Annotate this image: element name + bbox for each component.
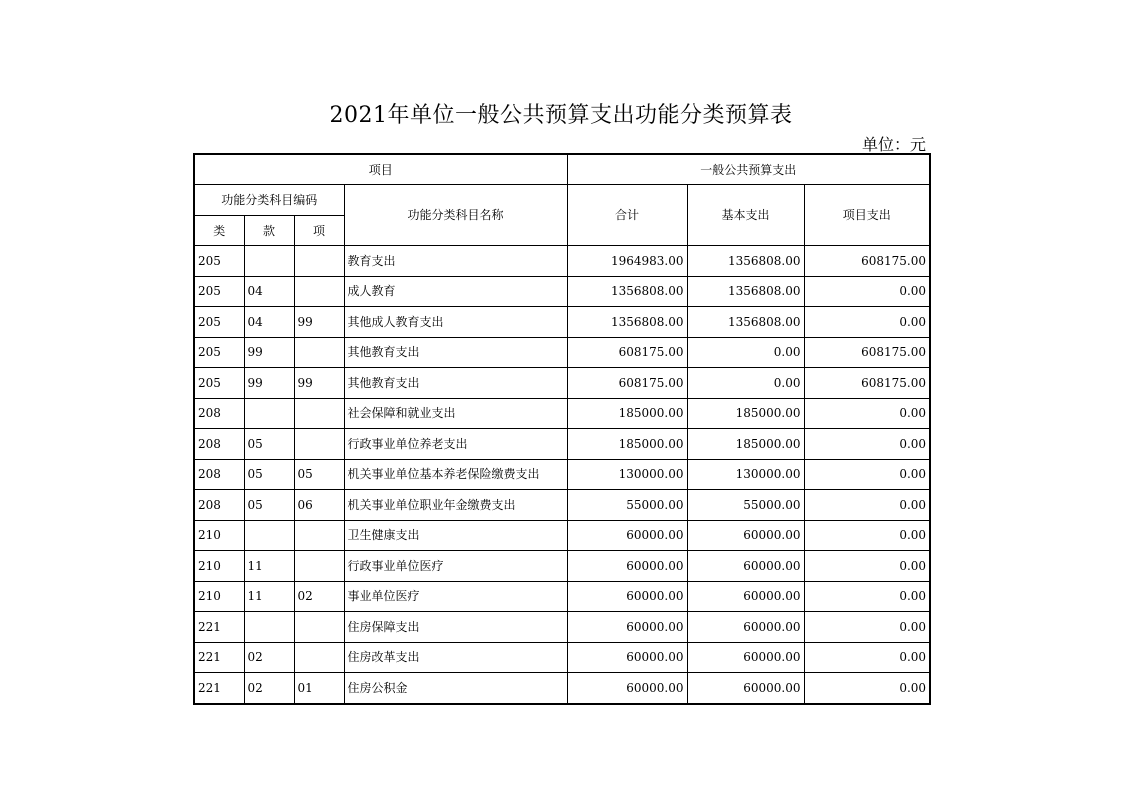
cell-project: 608175.00 (804, 337, 930, 368)
cell-name: 其他教育支出 (344, 337, 567, 368)
cell-xiang (294, 612, 344, 643)
cell-lei: 205 (194, 276, 244, 307)
cell-basic: 60000.00 (687, 581, 804, 612)
cell-xiang (294, 398, 344, 429)
cell-project: 0.00 (804, 429, 930, 460)
cell-kuan (244, 612, 294, 643)
cell-basic: 1356808.00 (687, 307, 804, 338)
cell-total: 60000.00 (567, 581, 687, 612)
cell-basic: 55000.00 (687, 490, 804, 521)
cell-basic: 60000.00 (687, 551, 804, 582)
cell-name: 机关事业单位基本养老保险缴费支出 (344, 459, 567, 490)
cell-project: 0.00 (804, 307, 930, 338)
cell-basic: 0.00 (687, 368, 804, 399)
cell-kuan: 02 (244, 642, 294, 673)
cell-lei: 208 (194, 490, 244, 521)
page-title: 2021年单位一般公共预算支出功能分类预算表 (329, 103, 793, 128)
cell-project: 0.00 (804, 398, 930, 429)
cell-total: 60000.00 (567, 612, 687, 643)
cell-project: 0.00 (804, 581, 930, 612)
cell-lei: 221 (194, 642, 244, 673)
cell-xiang (294, 337, 344, 368)
cell-lei: 210 (194, 520, 244, 551)
table-row (194, 490, 930, 521)
cell-name: 卫生健康支出 (344, 520, 567, 551)
cell-kuan (244, 246, 294, 277)
cell-total: 55000.00 (567, 490, 687, 521)
cell-lei: 221 (194, 673, 244, 704)
cell-xiang (294, 642, 344, 673)
cell-kuan: 04 (244, 276, 294, 307)
table-row (194, 307, 930, 338)
cell-xiang: 05 (294, 459, 344, 490)
table-row (194, 642, 930, 673)
cell-total: 60000.00 (567, 673, 687, 704)
cell-lei: 205 (194, 368, 244, 399)
table-body (194, 246, 930, 704)
table-row (194, 368, 930, 399)
cell-project: 0.00 (804, 490, 930, 521)
table-row (194, 429, 930, 460)
header-code-group: 功能分类科目编码 (194, 185, 344, 216)
header-row-2 (194, 185, 930, 216)
cell-project: 0.00 (804, 642, 930, 673)
table-row (194, 673, 930, 704)
cell-kuan: 11 (244, 551, 294, 582)
cell-basic: 60000.00 (687, 642, 804, 673)
cell-lei: 208 (194, 459, 244, 490)
cell-total: 60000.00 (567, 520, 687, 551)
budget-table (193, 153, 931, 705)
cell-name: 成人教育 (344, 276, 567, 307)
cell-kuan (244, 398, 294, 429)
cell-name: 住房保障支出 (344, 612, 567, 643)
cell-total: 1964983.00 (567, 246, 687, 277)
cell-lei: 205 (194, 246, 244, 277)
cell-xiang (294, 276, 344, 307)
table-row (194, 276, 930, 307)
cell-xiang (294, 246, 344, 277)
cell-kuan: 99 (244, 337, 294, 368)
cell-xiang (294, 520, 344, 551)
cell-total: 608175.00 (567, 337, 687, 368)
cell-total: 130000.00 (567, 459, 687, 490)
cell-kuan: 04 (244, 307, 294, 338)
cell-xiang: 02 (294, 581, 344, 612)
cell-name: 住房公积金 (344, 673, 567, 704)
cell-basic: 1356808.00 (687, 276, 804, 307)
cell-name: 其他教育支出 (344, 368, 567, 399)
cell-total: 1356808.00 (567, 307, 687, 338)
header-project: 项目 (194, 154, 567, 185)
header-expenditure: 一般公共预算支出 (567, 154, 930, 185)
cell-name: 社会保障和就业支出 (344, 398, 567, 429)
cell-basic: 60000.00 (687, 520, 804, 551)
cell-project: 0.00 (804, 612, 930, 643)
cell-total: 185000.00 (567, 398, 687, 429)
cell-project: 608175.00 (804, 246, 930, 277)
cell-project: 0.00 (804, 551, 930, 582)
cell-basic: 60000.00 (687, 673, 804, 704)
cell-total: 60000.00 (567, 551, 687, 582)
cell-project: 0.00 (804, 520, 930, 551)
header-row-1 (194, 154, 930, 185)
cell-kuan: 11 (244, 581, 294, 612)
cell-xiang (294, 429, 344, 460)
unit-label: 单位：元 (861, 135, 926, 154)
header-project-expenditure: 项目支出 (804, 185, 930, 246)
cell-kuan: 05 (244, 429, 294, 460)
cell-total: 1356808.00 (567, 276, 687, 307)
cell-basic: 0.00 (687, 337, 804, 368)
table-row (194, 581, 930, 612)
cell-xiang: 06 (294, 490, 344, 521)
header-name: 功能分类科目名称 (344, 185, 567, 246)
header-kuan: 款 (244, 216, 294, 246)
cell-kuan: 99 (244, 368, 294, 399)
cell-lei: 208 (194, 398, 244, 429)
cell-lei: 205 (194, 337, 244, 368)
cell-basic: 185000.00 (687, 429, 804, 460)
cell-basic: 130000.00 (687, 459, 804, 490)
cell-name: 其他成人教育支出 (344, 307, 567, 338)
cell-name: 事业单位医疗 (344, 581, 567, 612)
cell-name: 住房改革支出 (344, 642, 567, 673)
table-row (194, 398, 930, 429)
cell-kuan (244, 520, 294, 551)
cell-project: 608175.00 (804, 368, 930, 399)
cell-name: 行政事业单位医疗 (344, 551, 567, 582)
table-row (194, 520, 930, 551)
cell-total: 185000.00 (567, 429, 687, 460)
cell-basic: 185000.00 (687, 398, 804, 429)
cell-xiang (294, 551, 344, 582)
cell-kuan: 05 (244, 490, 294, 521)
cell-xiang: 01 (294, 673, 344, 704)
cell-xiang: 99 (294, 307, 344, 338)
table-row (194, 612, 930, 643)
cell-lei: 205 (194, 307, 244, 338)
cell-lei: 221 (194, 612, 244, 643)
table-row (194, 551, 930, 582)
cell-project: 0.00 (804, 276, 930, 307)
cell-project: 0.00 (804, 673, 930, 704)
cell-kuan: 05 (244, 459, 294, 490)
table-row (194, 246, 930, 277)
cell-name: 行政事业单位养老支出 (344, 429, 567, 460)
cell-total: 60000.00 (567, 642, 687, 673)
header-lei: 类 (194, 216, 244, 246)
header-basic: 基本支出 (687, 185, 804, 246)
cell-kuan: 02 (244, 673, 294, 704)
cell-lei: 208 (194, 429, 244, 460)
header-total: 合计 (567, 185, 687, 246)
table-row (194, 337, 930, 368)
table-row (194, 459, 930, 490)
cell-lei: 210 (194, 581, 244, 612)
cell-name: 机关事业单位职业年金缴费支出 (344, 490, 567, 521)
cell-lei: 210 (194, 551, 244, 582)
cell-total: 608175.00 (567, 368, 687, 399)
cell-project: 0.00 (804, 459, 930, 490)
cell-basic: 1356808.00 (687, 246, 804, 277)
cell-xiang: 99 (294, 368, 344, 399)
header-xiang: 项 (294, 216, 344, 246)
cell-name: 教育支出 (344, 246, 567, 277)
cell-basic: 60000.00 (687, 612, 804, 643)
